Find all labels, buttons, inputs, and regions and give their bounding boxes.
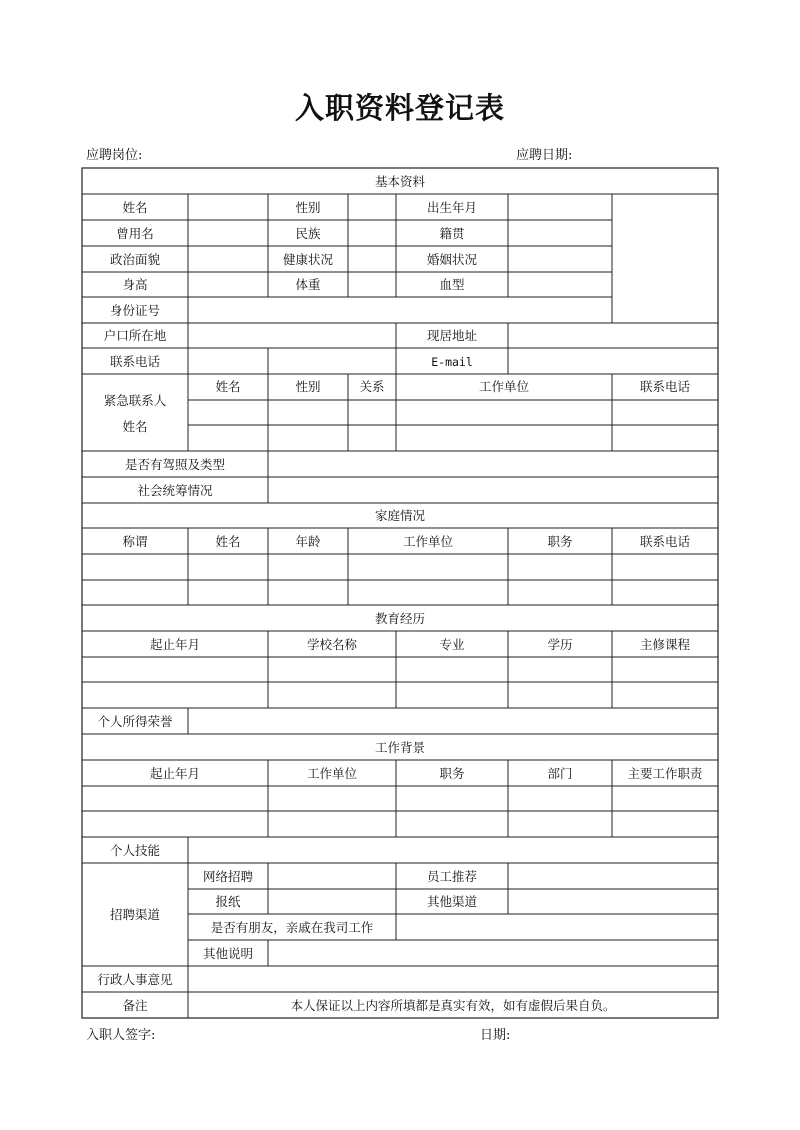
label-newspaper: 报纸 bbox=[215, 894, 241, 909]
label-emergency-contact: 紧急联系人 bbox=[103, 393, 167, 408]
apply-date-label: 应聘日期: bbox=[516, 148, 573, 163]
label-birth: 出生年月 bbox=[426, 200, 478, 215]
table-border bbox=[82, 168, 718, 1018]
label-emergency-name: 姓名 bbox=[122, 419, 148, 434]
signature-label: 入职人签字: bbox=[86, 1028, 156, 1043]
position-label: 应聘岗位: bbox=[86, 148, 143, 163]
label-weight: 体重 bbox=[295, 277, 321, 292]
emergency-col-employer: 工作单位 bbox=[478, 379, 530, 394]
label-employee-referral: 员工推荐 bbox=[426, 869, 478, 884]
label-online-recruit: 网络招聘 bbox=[202, 869, 254, 884]
section-family: 家庭情况 bbox=[374, 508, 426, 523]
label-former-name: 曾用名 bbox=[116, 226, 154, 241]
edu-col-degree: 学历 bbox=[547, 637, 573, 652]
label-id-number: 身份证号 bbox=[109, 303, 161, 318]
label-hukou: 户口所在地 bbox=[103, 328, 167, 343]
family-col-name: 姓名 bbox=[215, 534, 241, 549]
label-honors: 个人所得荣誉 bbox=[97, 714, 173, 729]
remarks-declaration: 本人保证以上内容所填都是真实有效，如有虚假后果自负。 bbox=[290, 998, 616, 1013]
label-friends-at-company: 是否有朋友，亲戚在我司工作 bbox=[210, 920, 374, 935]
emergency-col-gender: 性别 bbox=[295, 379, 321, 394]
family-col-phone: 联系电话 bbox=[639, 534, 691, 549]
label-driving-license: 是否有驾照及类型 bbox=[124, 457, 226, 472]
work-col-department: 部门 bbox=[547, 766, 573, 781]
label-skills: 个人技能 bbox=[109, 843, 161, 858]
label-blood: 血型 bbox=[439, 277, 465, 292]
column-lines bbox=[188, 194, 612, 1018]
section-work: 工作背景 bbox=[374, 740, 426, 755]
label-phone: 联系电话 bbox=[109, 354, 161, 369]
emergency-col-phone: 联系电话 bbox=[639, 379, 691, 394]
edu-col-period: 起止年月 bbox=[149, 637, 201, 652]
label-ethnicity: 民族 bbox=[295, 226, 321, 241]
family-col-employer: 工作单位 bbox=[402, 534, 454, 549]
edu-col-major: 专业 bbox=[439, 637, 465, 652]
label-remarks: 备注 bbox=[122, 998, 148, 1013]
label-gender: 性别 bbox=[295, 200, 321, 215]
label-name: 姓名 bbox=[122, 200, 148, 215]
emergency-col-relation: 关系 bbox=[359, 379, 385, 394]
work-col-period: 起止年月 bbox=[149, 766, 201, 781]
family-col-relation: 称谓 bbox=[122, 534, 148, 549]
edu-col-courses: 主修课程 bbox=[639, 637, 691, 652]
work-col-duties: 主要工作职责 bbox=[627, 766, 703, 781]
form-title: 入职资料登记表 bbox=[294, 91, 505, 125]
family-col-position: 职务 bbox=[547, 534, 573, 549]
label-marital: 婚姻状况 bbox=[426, 252, 478, 267]
section-education: 教育经历 bbox=[374, 611, 426, 626]
work-col-position: 职务 bbox=[439, 766, 465, 781]
label-social-insurance: 社会统筹情况 bbox=[137, 483, 213, 498]
row-lines bbox=[82, 194, 718, 992]
work-col-employer: 工作单位 bbox=[306, 766, 358, 781]
section-basic-info: 基本资料 bbox=[374, 174, 426, 189]
label-height: 身高 bbox=[122, 277, 148, 292]
label-address: 现居地址 bbox=[426, 328, 478, 343]
sign-date-label: 日期: bbox=[480, 1028, 511, 1043]
label-recruit-channel: 招聘渠道 bbox=[109, 907, 161, 922]
edu-col-school: 学校名称 bbox=[306, 637, 358, 652]
label-hr-opinion: 行政人事意见 bbox=[97, 972, 173, 987]
label-other-channel: 其他渠道 bbox=[426, 894, 478, 909]
label-native-place: 籍贯 bbox=[439, 226, 465, 241]
family-col-age: 年龄 bbox=[295, 534, 321, 549]
emergency-col-name: 姓名 bbox=[215, 379, 241, 394]
label-email: E-mail bbox=[431, 355, 473, 369]
label-political: 政治面貌 bbox=[109, 252, 161, 267]
label-health: 健康状况 bbox=[282, 252, 334, 267]
label-other-notes: 其他说明 bbox=[202, 946, 254, 961]
